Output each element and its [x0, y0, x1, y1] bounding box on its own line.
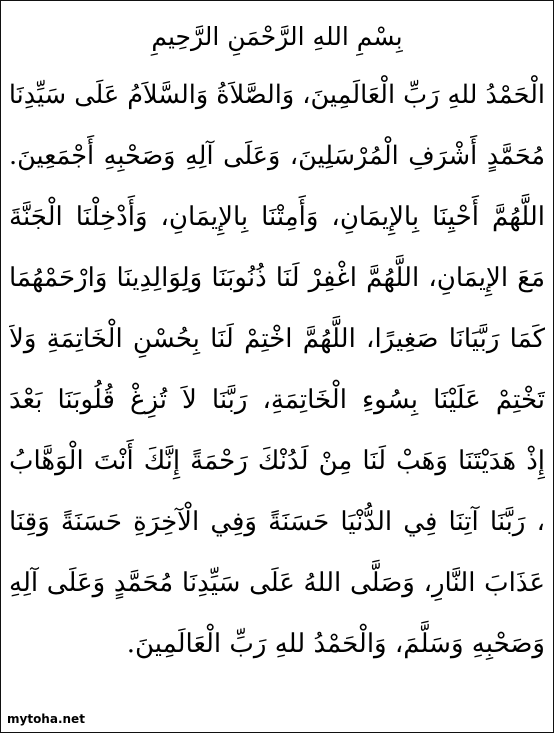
text-line-10: وَصَحْبِهِ وَسَلَّمَ، وَالْحَمْدُ للهِ رَبِّ الْعَالَمِينَ. — [126, 629, 545, 659]
dua-text-block — [9, 9, 545, 675]
text-line-4: مَعَ الإِيمَانِ، اللَّهُمَّ اغْفِرْ لَنَا ذُنُوبَنَا وَلِوَالِدِينَا وَارْحَمْهُمَا — [9, 263, 545, 293]
text-line-9: عَذَابَ النَّارِ، وَصَلَّى اللهُ عَلَى سَيِّدِنَا مُحَمَّدٍ وَعَلَى آلِهِ — [9, 568, 545, 598]
text-line-8: ، رَبَّنَا آتِنَا فِي الدُّنْيَا حَسَنَةً وَفِي الْآخِرَةِ حَسَنَةً وَقِنَا — [9, 507, 545, 537]
text-line-2: مُحَمَّدٍ أَشْرَفِ الْمُرْسَلِينَ، وَعَلَى آلِهِ وَصَحْبِهِ أَجْمَعِينَ. — [9, 141, 545, 171]
text-line-6: تَخْتِمْ عَلَيْنَا بِسُوءِ الْخَاتِمَةِ، رَبَّنَا لاَ تُزِغْ قُلُوبَنَا بَعْدَ — [9, 385, 545, 415]
site-watermark: mytoha.net — [7, 712, 85, 726]
text-line-5: كَمَا رَبَّيَانَا صَغِيرًا، اللَّهُمَّ اخْتِمْ لَنَا بِحُسْنِ الْخَاتِمَةِ وَلاَ — [9, 324, 545, 354]
text-line-1: الْحَمْدُ للهِ رَبِّ الْعَالَمِينَ، وَالصَّلاَةُ وَالسَّلاَمُ عَلَى سَيِّدِنَا — [9, 80, 545, 110]
text-line-3: اللَّهُمَّ أَحْيِنَا بِالإِيمَانِ، وَأَمِتْنَا بِالإِيمَانِ، وَأَدْخِلْنَا الْجَنَّةَ — [9, 202, 545, 232]
basmala-heading: بِسْمِ اللهِ الرَّحْمَنِ الرَّحِيمِ — [151, 22, 403, 51]
text-line-7: إِذْ هَدَيْتَنَا وَهَبْ لَنَا مِنْ لَدُنْكَ رَحْمَةً إِنَّكَ أَنْتَ الْوَهَّابُ — [9, 446, 545, 476]
